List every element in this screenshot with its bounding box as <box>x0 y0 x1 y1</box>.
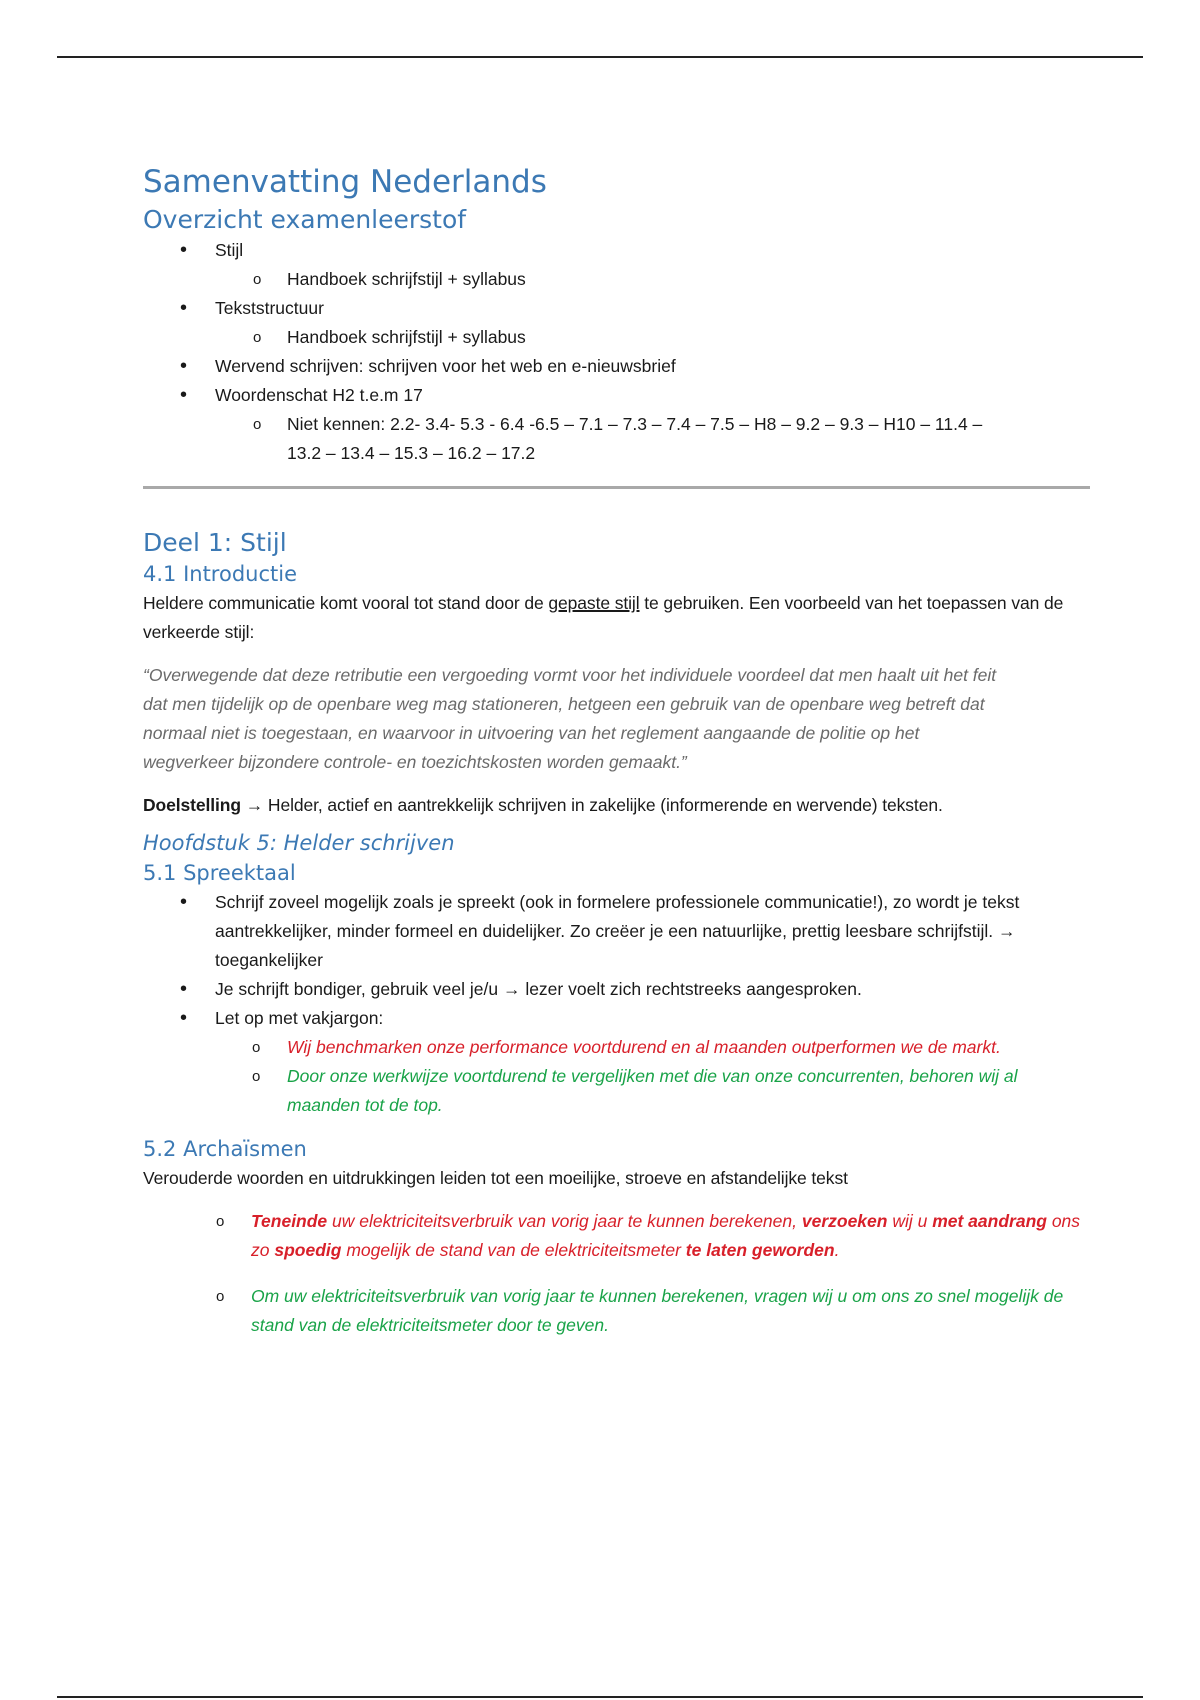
list-item: o Niet kennen: 2.2- 3.4- 5.3 - 6.4 -6.5 – 7.1 – 7.3 – 7.4 – 7.5 – H8 – 9.2 – 9.3 – H10 – 11.4 – 13.2 – 13.4 – 15.3 – 16.2 – 17.2 <box>143 410 1093 468</box>
list-item: • Woordenschat H2 t.e.m 17 o Niet kennen: 2.2- 3.4- 5.3 - 6.4 -6.5 – 7.1 – 7.3 – 7.4 – 7.5 – H8 – 9.2 – 9.3 – H10 – 11.4 – 13.2 – 13.4 – 15.3 – 16.2 – 17.2 <box>143 381 1093 468</box>
list-item: o Handboek schrijfstijl + syllabus <box>143 265 1093 294</box>
archaismen-paragraph: Verouderde woorden en uitdrukkingen leiden tot een moeilijke, stroeve en afstandelijke tekst <box>143 1168 848 1188</box>
list-item: • Tekststructuur o Handboek schrijfstijl + syllabus <box>143 294 1093 352</box>
heading-introductie: 4.1 Introductie <box>143 562 298 586</box>
list-item <box>143 1282 1093 1340</box>
list-item: • Stijl o Handboek schrijfstijl + syllabus <box>143 236 1093 294</box>
underlined-term: gepaste stijl <box>548 593 640 613</box>
list-item: • Wervend schrijven: schrijven voor het web en e-nieuwsbrief <box>143 352 1093 381</box>
bad-example: Wij benchmarken onze performance voortdurend en al maanden outperformen we de markt. <box>287 1037 1001 1057</box>
overview-heading: Overzicht examenleerstof <box>143 205 467 234</box>
header-rule <box>57 56 1143 58</box>
heading-spreektaal: 5.1 Spreektaal <box>143 861 296 885</box>
goal-paragraph: Doelstelling → Helder, actief en aantrekkelijk schrijven in zakelijke (informerende en wervende) teksten. <box>143 795 943 815</box>
spreektaal-list <box>143 888 1093 1120</box>
list-item <box>143 1207 1093 1265</box>
list-item <box>179 1062 1093 1120</box>
arrow-icon: → <box>502 979 521 999</box>
footer-rule <box>57 1696 1143 1698</box>
arrow-icon: → <box>998 921 1016 941</box>
good-example: Door onze werkwijze voortdurend te vergelijken met die van onze concurrenten, behoren wij al maanden tot de top. <box>287 1066 1018 1115</box>
example-quote: “Overwegende dat deze retributie een vergoeding vormt voor het individuele voordeel dat men haalt uit het feit dat men tijdelijk op de openbare weg mag stationeren, hetgeen een gebruik van de openbare weg betreft dat normaal niet is toegestaan, en waarvoor in uitvoering van het reglement aangaande de politie op het wegverkeer bijzondere controle- en toezichtskosten worden gemaakt.” <box>143 665 997 772</box>
document-body <box>143 162 1093 1340</box>
intro-paragraph: Heldere communicatie komt vooral tot stand door de gepaste stijl te gebruiken. Een voorbeeld van het toepassen van de verkeerde stijl: <box>143 593 1064 642</box>
list-item: • Schrijf zoveel mogelijk zoals je spreekt (ook in formelere professionele communicatie!), zo wordt je tekst aantrekkelijker, minder formeel en duidelijker. Zo creëer je een natuurlijke, prettig leesbare schrijfstijl. → toegankelijker <box>143 888 1093 975</box>
list-item: o Handboek schrijfstijl + syllabus <box>143 323 1093 352</box>
section-divider <box>143 486 1090 489</box>
arrow-icon: → <box>245 795 264 815</box>
document-title: Samenvatting Nederlands <box>143 164 547 200</box>
bad-example: Teneinde uw elektriciteitsverbruik van vorig jaar te kunnen berekenen, verzoeken wij u met aandrang ons zo spoedig mogelijk de stand van de elektriciteitsmeter te laten geworden. <box>251 1211 1081 1260</box>
list-item: • Je schrijft bondiger, gebruik veel je/u → lezer voelt zich rechtstreeks aangesproken. <box>143 975 1093 1004</box>
chapter-heading: Hoofdstuk 5: Helder schrijven <box>143 831 455 855</box>
heading-archaismen: 5.2 Archaïsmen <box>143 1137 307 1161</box>
overview-list <box>143 236 1093 468</box>
section-heading-deel1: Deel 1: Stijl <box>143 528 287 557</box>
archaismen-examples <box>179 1207 1093 1340</box>
good-example: Om uw elektriciteitsverbruik van vorig jaar te kunnen berekenen, vragen wij u om ons zo snel mogelijk de stand van de elektriciteitsmeter door te geven. <box>251 1286 1064 1335</box>
list-item <box>179 1033 1093 1062</box>
list-item: • Let op met vakjargon: o Wij benchmarken onze performance voortdurend en al maanden outperformen we de markt. o Door onze werkwijze voortdurend te vergelijken met die van onze concurrenten, behoren wij al maanden tot de top. <box>143 1004 1093 1120</box>
